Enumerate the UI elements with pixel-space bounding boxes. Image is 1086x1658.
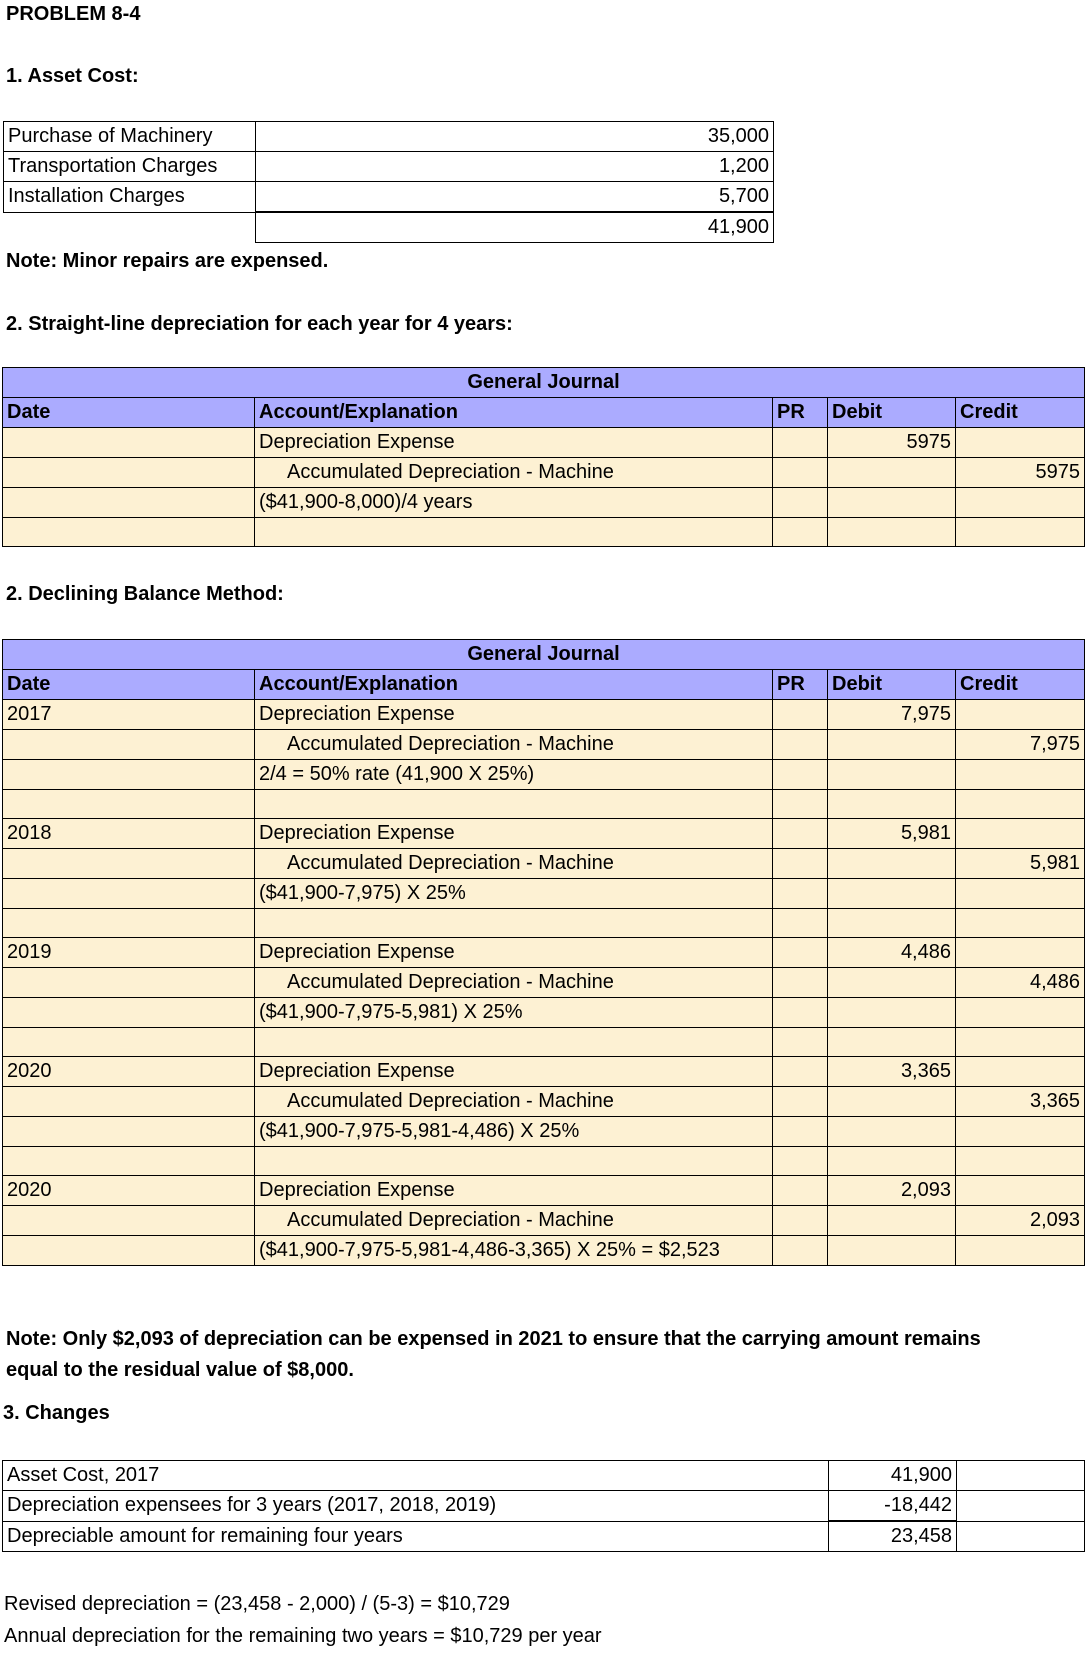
journal-debit <box>828 1236 956 1266</box>
journal-row <box>3 879 1085 909</box>
header-debit: Debit <box>828 398 956 428</box>
journal-account: ($41,900-7,975) X 25% <box>255 879 773 909</box>
journal-debit <box>828 760 956 790</box>
journal-credit: 4,486 <box>956 968 1085 998</box>
journal-debit <box>828 909 956 938</box>
changes-value: -18,442 <box>829 1491 957 1522</box>
journal-date <box>3 488 255 518</box>
journal-credit <box>956 1057 1085 1087</box>
journal-date <box>3 1206 255 1236</box>
journal-debit <box>828 849 956 879</box>
journal-date: 2018 <box>3 819 255 849</box>
problem-title: PROBLEM 8-4 <box>6 3 141 25</box>
journal-debit: 3,365 <box>828 1057 956 1087</box>
journal-account <box>255 1028 773 1057</box>
journal-date <box>3 879 255 909</box>
journal-credit <box>956 1236 1085 1266</box>
journal-pr <box>773 819 828 849</box>
journal-pr <box>773 1057 828 1087</box>
journal-row <box>3 1057 1085 1087</box>
journal-pr <box>773 938 828 968</box>
journal-credit <box>956 1176 1085 1206</box>
journal-account: ($41,900-7,975-5,981) X 25% <box>255 998 773 1028</box>
header-debit: Debit <box>828 670 956 700</box>
journal-account: Depreciation Expense <box>255 700 773 730</box>
journal-row <box>3 1147 1085 1176</box>
journal-credit <box>956 879 1085 909</box>
journal-header-row <box>3 670 1085 700</box>
changes-table <box>2 1460 1085 1552</box>
journal-credit <box>956 1117 1085 1147</box>
header-account: Account/Explanation <box>255 398 773 428</box>
journal-row <box>3 790 1085 819</box>
journal-credit <box>956 1028 1085 1057</box>
journal-debit: 5,981 <box>828 819 956 849</box>
declining-note-line1: Note: Only $2,093 of depreciation can be expensed in 2021 to ensure that the carrying amount remains <box>6 1328 981 1350</box>
asset-cost-total-spacer <box>4 212 256 243</box>
journal-credit: 3,365 <box>956 1087 1085 1117</box>
journal-account: Accumulated Depreciation - Machine <box>255 1087 773 1117</box>
journal-debit <box>828 998 956 1028</box>
journal-row <box>3 760 1085 790</box>
journal-pr <box>773 730 828 760</box>
journal-date <box>3 760 255 790</box>
changes-label: Asset Cost, 2017 <box>3 1461 829 1491</box>
changes-value: 41,900 <box>829 1461 957 1491</box>
journal-account: Accumulated Depreciation - Machine <box>255 1206 773 1236</box>
journal-pr <box>773 1176 828 1206</box>
journal-date <box>3 790 255 819</box>
straight-line-journal <box>2 367 1085 547</box>
header-credit: Credit <box>956 670 1085 700</box>
journal-account: Depreciation Expense <box>255 1176 773 1206</box>
journal-row <box>3 938 1085 968</box>
journal-title: General Journal <box>3 368 1085 398</box>
journal-debit <box>828 879 956 909</box>
journal-date <box>3 1236 255 1266</box>
asset-cost-label: Purchase of Machinery <box>4 122 256 152</box>
journal-pr <box>773 968 828 998</box>
header-date: Date <box>3 670 255 700</box>
journal-debit <box>828 790 956 819</box>
journal-account: Depreciation Expense <box>255 938 773 968</box>
journal-date <box>3 909 255 938</box>
journal-debit: 5975 <box>828 428 956 458</box>
journal-date <box>3 1028 255 1057</box>
journal-pr <box>773 1147 828 1176</box>
journal-pr <box>773 909 828 938</box>
journal-account: ($41,900-8,000)/4 years <box>255 488 773 518</box>
journal-date <box>3 1087 255 1117</box>
journal-account: Accumulated Depreciation - Machine <box>255 849 773 879</box>
journal-credit <box>956 488 1085 518</box>
minor-repairs-note: Note: Minor repairs are expensed. <box>6 250 329 272</box>
changes-row <box>3 1491 1085 1522</box>
journal-title: General Journal <box>3 640 1085 670</box>
journal-row <box>3 998 1085 1028</box>
journal-credit <box>956 1147 1085 1176</box>
journal-debit <box>828 1117 956 1147</box>
journal-credit: 2,093 <box>956 1206 1085 1236</box>
journal-pr <box>773 879 828 909</box>
journal-debit: 2,093 <box>828 1176 956 1206</box>
journal-title-row <box>3 368 1085 398</box>
journal-row <box>3 1117 1085 1147</box>
journal-pr <box>773 518 828 547</box>
journal-account: Accumulated Depreciation - Machine <box>255 458 773 488</box>
journal-credit <box>956 518 1085 547</box>
asset-cost-label: Installation Charges <box>4 182 256 213</box>
journal-date <box>3 428 255 458</box>
journal-credit: 5975 <box>956 458 1085 488</box>
journal-debit <box>828 518 956 547</box>
declining-note-line2: equal to the residual value of $8,000. <box>6 1359 354 1381</box>
journal-credit <box>956 938 1085 968</box>
straight-line-heading: 2. Straight-line depreciation for each year for 4 years: <box>6 313 513 335</box>
journal-debit: 4,486 <box>828 938 956 968</box>
journal-account: ($41,900-7,975-5,981-4,486-3,365) X 25% = $2,523 <box>255 1236 773 1266</box>
header-date: Date <box>3 398 255 428</box>
journal-pr <box>773 998 828 1028</box>
journal-row <box>3 909 1085 938</box>
journal-row <box>3 458 1085 488</box>
header-credit: Credit <box>956 398 1085 428</box>
asset-cost-total-row <box>4 212 774 243</box>
changes-blank <box>957 1461 1085 1491</box>
changes-blank <box>957 1521 1085 1552</box>
changes-label: Depreciation expensees for 3 years (2017, 2018, 2019) <box>3 1491 829 1522</box>
journal-debit <box>828 1028 956 1057</box>
changes-row <box>3 1461 1085 1491</box>
journal-date <box>3 730 255 760</box>
journal-date: 2020 <box>3 1057 255 1087</box>
journal-debit: 7,975 <box>828 700 956 730</box>
journal-pr <box>773 488 828 518</box>
journal-header-row <box>3 398 1085 428</box>
journal-row <box>3 730 1085 760</box>
journal-debit <box>828 1206 956 1236</box>
journal-date <box>3 1147 255 1176</box>
journal-pr <box>773 1236 828 1266</box>
journal-account: Accumulated Depreciation - Machine <box>255 730 773 760</box>
journal-date <box>3 998 255 1028</box>
journal-account: Depreciation Expense <box>255 819 773 849</box>
journal-pr <box>773 1028 828 1057</box>
journal-account <box>255 518 773 547</box>
changes-label: Depreciable amount for remaining four years <box>3 1521 829 1552</box>
journal-pr <box>773 849 828 879</box>
changes-row <box>3 1521 1085 1552</box>
journal-credit <box>956 819 1085 849</box>
journal-debit <box>828 1087 956 1117</box>
asset-cost-value: 5,700 <box>256 182 774 213</box>
journal-credit <box>956 998 1085 1028</box>
journal-pr <box>773 458 828 488</box>
asset-cost-table <box>3 121 774 243</box>
journal-row <box>3 819 1085 849</box>
journal-row <box>3 1028 1085 1057</box>
journal-account <box>255 1147 773 1176</box>
journal-credit <box>956 760 1085 790</box>
journal-date <box>3 968 255 998</box>
declining-balance-journal <box>2 639 1085 1266</box>
journal-date: 2017 <box>3 700 255 730</box>
journal-row <box>3 1206 1085 1236</box>
journal-row <box>3 849 1085 879</box>
journal-pr <box>773 790 828 819</box>
revised-depreciation: Revised depreciation = (23,458 - 2,000) / (5-3) = $10,729 <box>4 1593 510 1615</box>
asset-cost-value: 1,200 <box>256 152 774 182</box>
journal-credit <box>956 700 1085 730</box>
journal-row <box>3 488 1085 518</box>
journal-row <box>3 700 1085 730</box>
journal-credit <box>956 428 1085 458</box>
journal-pr <box>773 760 828 790</box>
journal-pr <box>773 1087 828 1117</box>
header-pr: PR <box>773 670 828 700</box>
journal-pr <box>773 428 828 458</box>
header-account: Account/Explanation <box>255 670 773 700</box>
journal-date <box>3 849 255 879</box>
journal-debit <box>828 730 956 760</box>
changes-value: 23,458 <box>829 1521 957 1552</box>
declining-balance-heading: 2. Declining Balance Method: <box>6 583 284 605</box>
journal-account <box>255 909 773 938</box>
journal-title-row <box>3 640 1085 670</box>
asset-cost-heading: 1. Asset Cost: <box>6 65 139 87</box>
asset-cost-row <box>4 152 774 182</box>
journal-row <box>3 428 1085 458</box>
journal-account: ($41,900-7,975-5,981-4,486) X 25% <box>255 1117 773 1147</box>
changes-heading: 3. Changes <box>3 1402 110 1424</box>
header-pr: PR <box>773 398 828 428</box>
journal-debit <box>828 1147 956 1176</box>
journal-row <box>3 968 1085 998</box>
annual-depreciation: Annual depreciation for the remaining two years = $10,729 per year <box>4 1625 602 1647</box>
journal-credit: 5,981 <box>956 849 1085 879</box>
journal-credit <box>956 790 1085 819</box>
asset-cost-row <box>4 122 774 152</box>
journal-account: 2/4 = 50% rate (41,900 X 25%) <box>255 760 773 790</box>
journal-row <box>3 1176 1085 1206</box>
journal-row <box>3 518 1085 547</box>
asset-cost-label: Transportation Charges <box>4 152 256 182</box>
journal-account: Accumulated Depreciation - Machine <box>255 968 773 998</box>
journal-account <box>255 790 773 819</box>
asset-cost-value: 35,000 <box>256 122 774 152</box>
journal-debit <box>828 458 956 488</box>
journal-pr <box>773 1117 828 1147</box>
journal-date <box>3 1117 255 1147</box>
journal-row <box>3 1087 1085 1117</box>
journal-debit <box>828 488 956 518</box>
journal-debit <box>828 968 956 998</box>
journal-row <box>3 1236 1085 1266</box>
asset-cost-row <box>4 182 774 213</box>
journal-credit <box>956 909 1085 938</box>
asset-cost-total: 41,900 <box>256 212 774 243</box>
journal-pr <box>773 700 828 730</box>
changes-blank <box>957 1491 1085 1522</box>
journal-credit: 7,975 <box>956 730 1085 760</box>
journal-date: 2019 <box>3 938 255 968</box>
journal-account: Depreciation Expense <box>255 428 773 458</box>
journal-date <box>3 518 255 547</box>
journal-date: 2020 <box>3 1176 255 1206</box>
journal-pr <box>773 1206 828 1236</box>
journal-account: Depreciation Expense <box>255 1057 773 1087</box>
journal-date <box>3 458 255 488</box>
